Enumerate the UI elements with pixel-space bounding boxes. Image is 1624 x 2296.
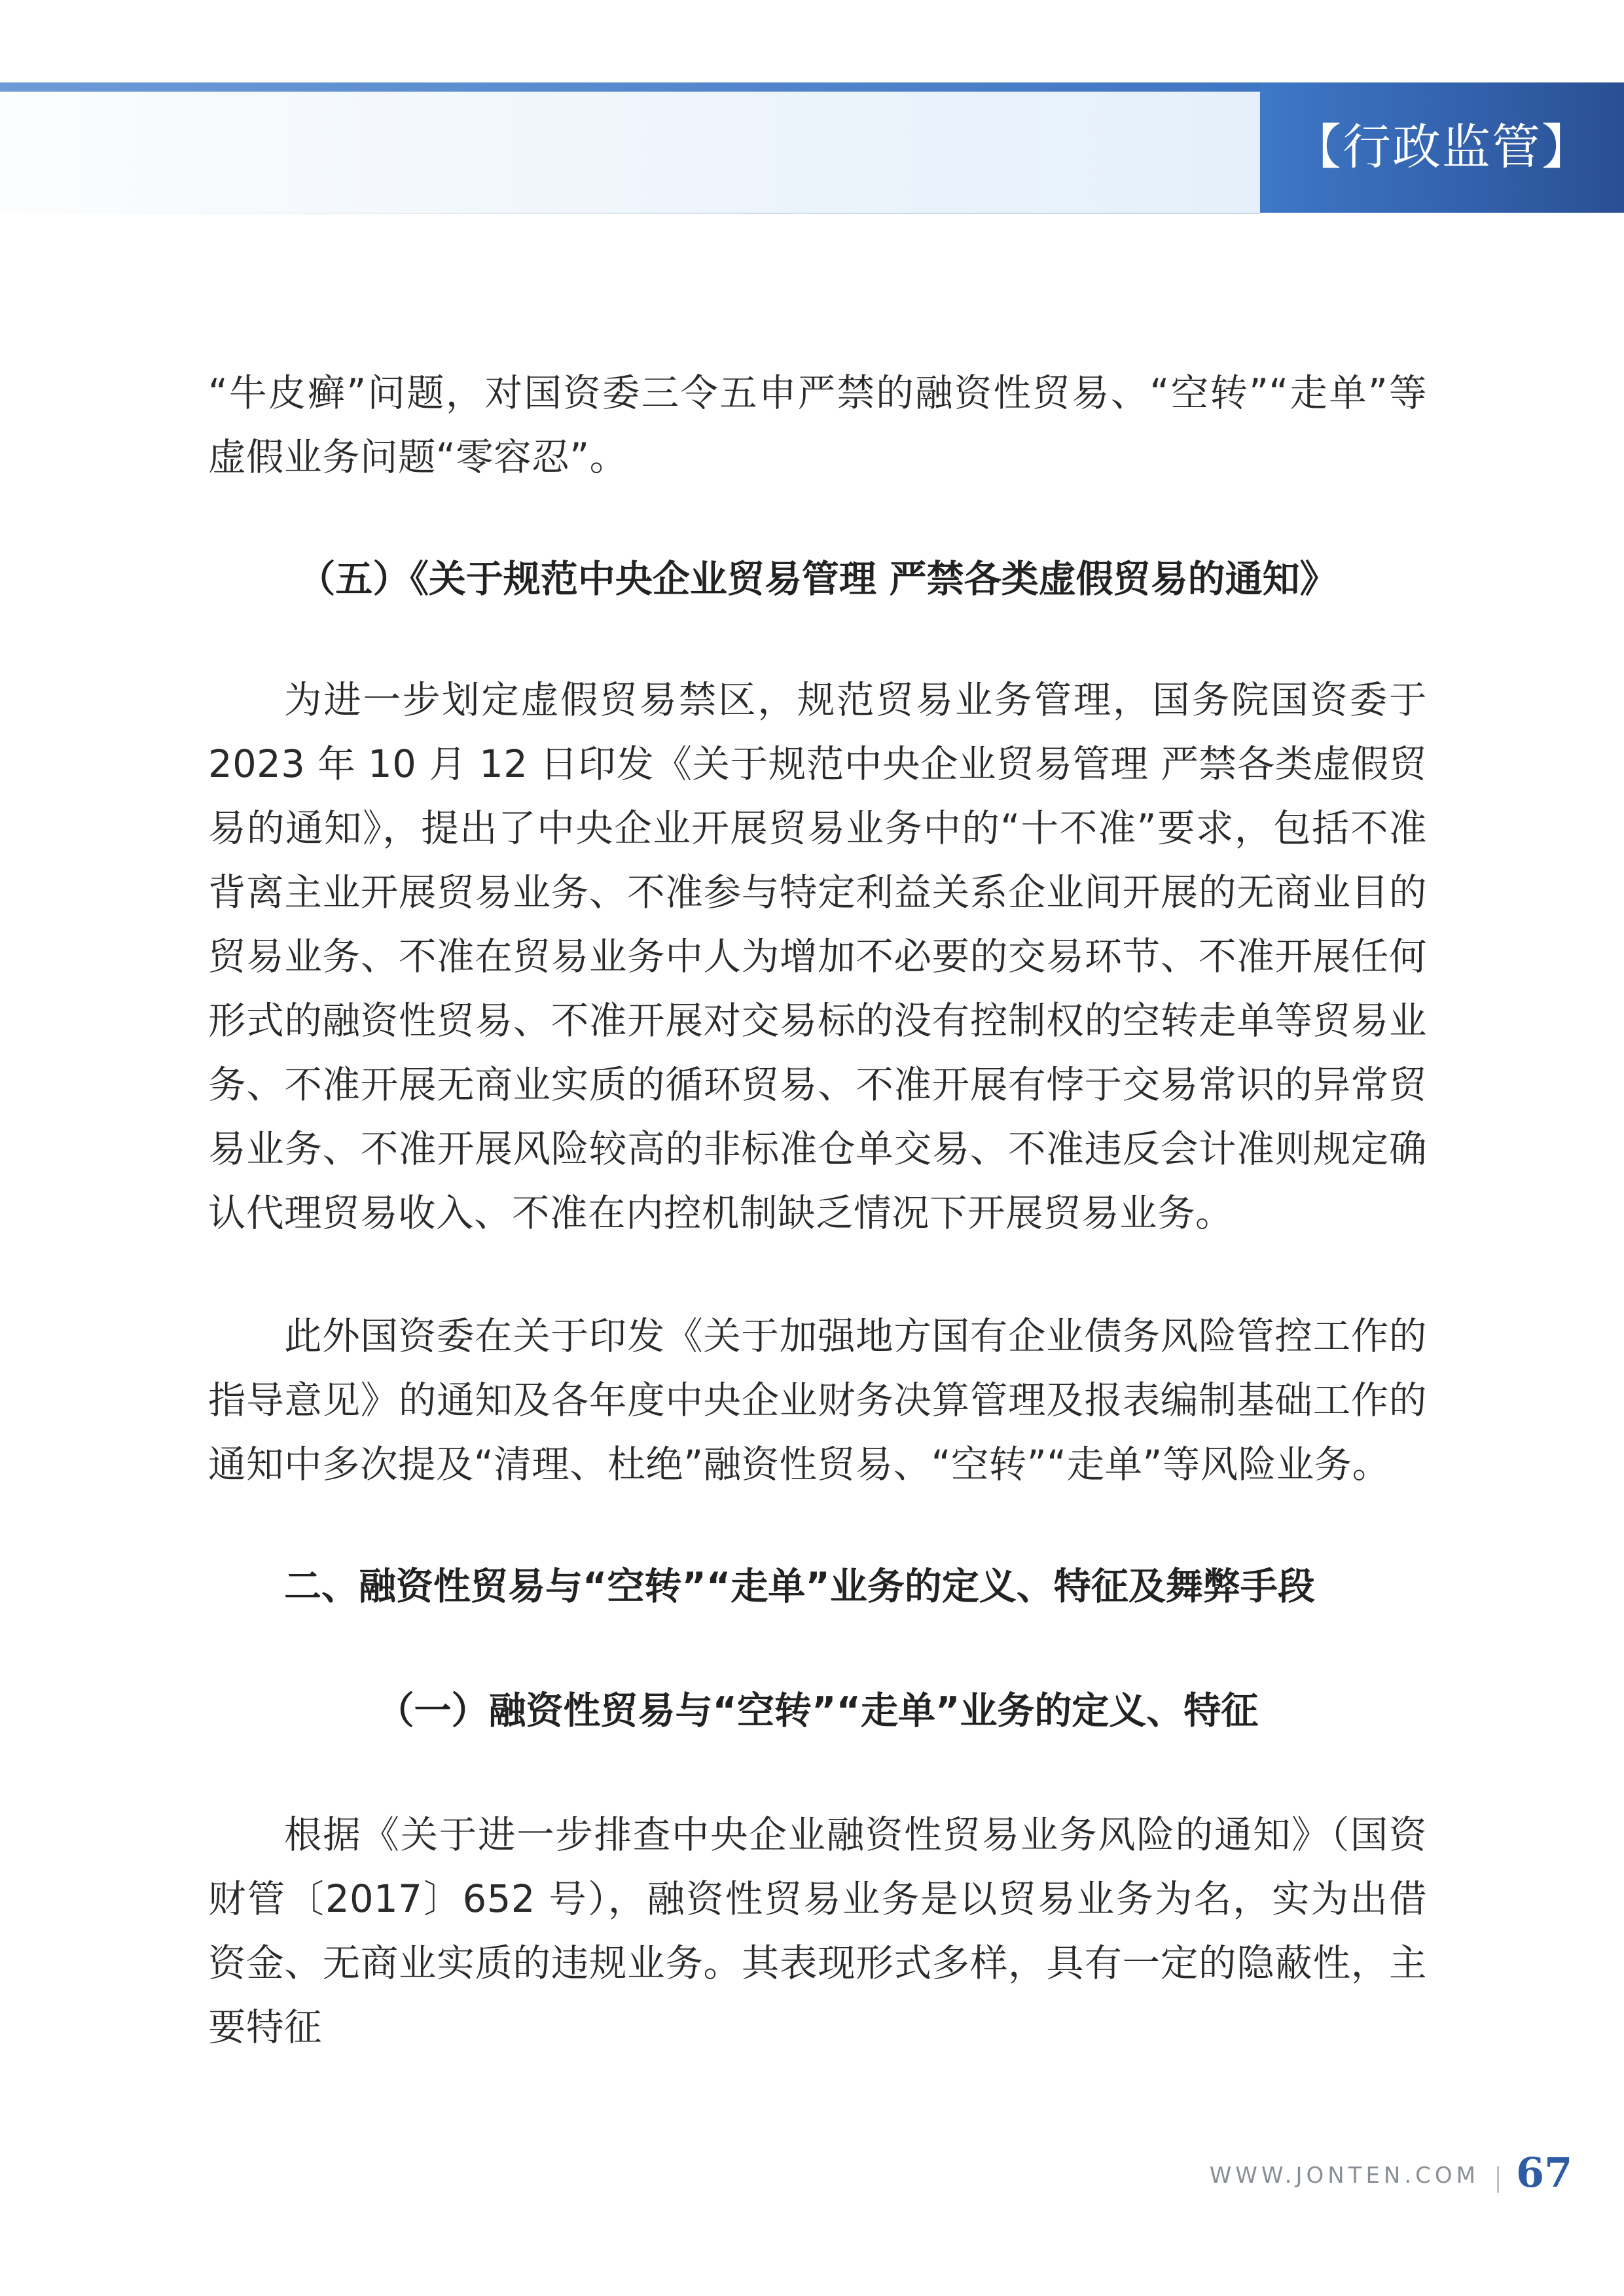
paragraph-1: “牛皮癣”问题，对国资委三令五申严禁的融资性贸易、“空转”“走单”等虚假业务问题“零容忍”。	[208, 371, 1427, 479]
paragraph-3: 此外国资委在关于印发《关于加强地方国有企业债务风险管控工作的指导意见》的通知及各年度中央企业财务决算管理及报表编制基础工作的通知中多次提及“清理、杜绝”融资性贸易、“空转”“走单”等风险业务。	[208, 1314, 1427, 1486]
heading-section-two-one: （一）融资性贸易与“空转”“走单”业务的定义、特征	[376, 1689, 1259, 1732]
paragraph-4: 根据《关于进一步排查中央企业融资性贸易业务风险的通知》（国资财管〔2017〕652 号），融资性贸易业务是以贸易业务为名，实为出借资金、无商业实质的违规业务。其表现形式多样，具有一定的隐蔽性，主要特征	[208, 1813, 1427, 2049]
header-divider	[26, 213, 1260, 214]
footer-divider	[1497, 2166, 1499, 2193]
article-body	[208, 361, 1427, 2060]
header-band	[0, 92, 1260, 213]
paragraph-2: 为进一步划定虚假贸易禁区，规范贸易业务管理，国务院国资委于 2023 年 10 月 12 日印发《关于规范中央企业贸易管理 严禁各类虚假贸易的通知》，提出了中央企业开展贸易业务中的“十不准”要求，包括不准背离主业开展贸易业务、不准参与特定利益关系企业间开展的无商业目的贸易业务、不准在贸易业务中人为增加不必要的交易环节、不准开展任何形式的融资性贸易、不准开展对交易标的没有控制权的空转走单等贸易业务、不准开展无商业实质的循环贸易、不准开展有悖于交易常识的异常贸易业务、不准开展风险较高的非标准仓单交易、不准违反会计准则规定确认代理贸易收入、不准在内控机制缺乏情况下开展贸易业务。	[208, 678, 1427, 1235]
section-tag: 【行政监管】	[1260, 82, 1624, 213]
heading-section-five: （五）《关于规范中央企业贸易管理 严禁各类虚假贸易的通知》	[298, 558, 1337, 601]
heading-section-two: 二、融资性贸易与“空转”“走单”业务的定义、特征及舞弊手段	[284, 1565, 1315, 1608]
page-number: 67	[1516, 2149, 1573, 2197]
header-accent-line	[0, 82, 1260, 92]
footer-website: WWW.JONTEN.COM	[1209, 2162, 1479, 2189]
